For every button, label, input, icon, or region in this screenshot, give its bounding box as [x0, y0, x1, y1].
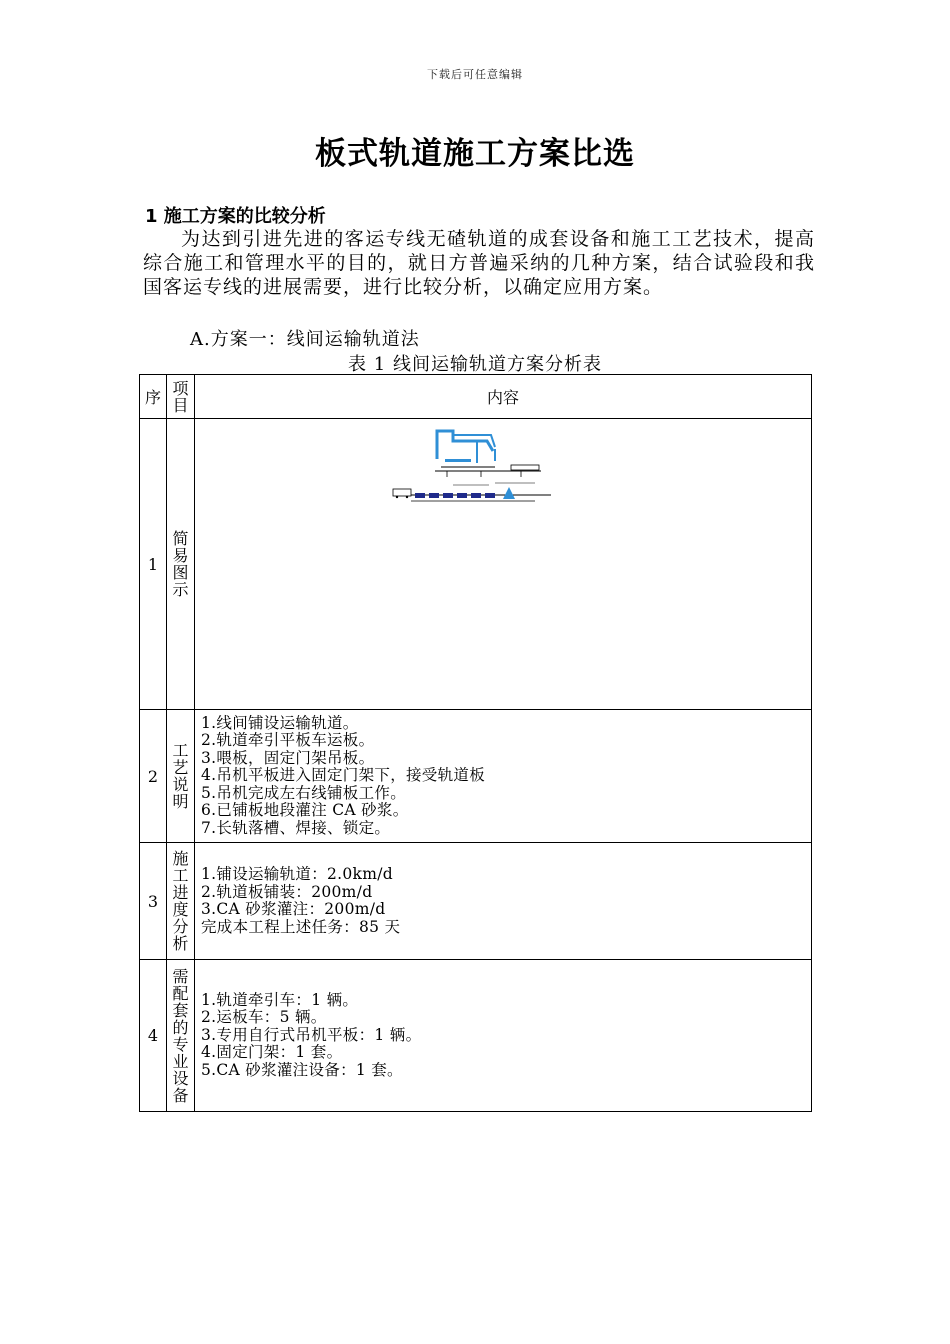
- content-line: 2.运板车：5 辆。: [201, 1008, 327, 1027]
- row-item: [167, 710, 195, 843]
- table-row: [140, 843, 812, 960]
- row-seq: 2: [140, 710, 167, 843]
- item-char: 的: [172, 1017, 189, 1037]
- content-line: 3.CA 砂浆灌注：200m/d: [201, 900, 386, 918]
- gantry-crane: [437, 431, 495, 463]
- item-char: 需: [172, 966, 189, 986]
- item-char: 明: [172, 792, 189, 811]
- construction-diagram: [391, 425, 561, 515]
- flatcar: [415, 493, 425, 498]
- table-caption: 表 1 线间运输轨道方案分析表: [348, 354, 602, 375]
- content-line: 3.喂板，固定门架吊板。: [201, 748, 375, 767]
- item-char: 业: [172, 1051, 189, 1071]
- rail-block: [511, 465, 539, 470]
- tractor-vehicle: [393, 489, 411, 496]
- item-char: 备: [172, 1085, 189, 1105]
- content-line: 3.专用自行式吊机平板：1 辆。: [201, 1025, 422, 1044]
- item-char: 图: [172, 563, 189, 582]
- section-heading: 1 施工方案的比较分析: [145, 206, 326, 227]
- header-item: [167, 375, 195, 419]
- item-char: 目: [172, 395, 189, 415]
- item-char: 施: [172, 849, 189, 868]
- track-level-lower: [393, 483, 551, 501]
- flatcar: [429, 493, 439, 498]
- item-char: 设: [172, 1068, 189, 1088]
- row-seq: 1: [140, 419, 167, 710]
- item-char: 简: [172, 529, 189, 548]
- flatcar: [485, 493, 495, 498]
- row-seq: 4: [140, 960, 167, 1112]
- table-row: [140, 710, 812, 843]
- wheel: [406, 496, 408, 498]
- item-char: 专: [172, 1034, 189, 1054]
- scheme-label: A.方案一：线间运输轨道法: [190, 329, 420, 350]
- content-line: 4.固定门架：1 套。: [201, 1043, 343, 1062]
- analysis-table: [139, 374, 812, 1112]
- row-seq: 3: [140, 843, 167, 960]
- content-line: 1.铺设运输轨道：2.0km/d: [201, 865, 393, 883]
- content-line: 2.轨道板铺装：200m/d: [201, 882, 373, 901]
- content-line: 6.已铺板地段灌注 CA 砂浆。: [201, 801, 409, 820]
- row-item: [167, 843, 195, 960]
- item-char: 工: [172, 866, 189, 885]
- flatcar: [457, 493, 467, 498]
- pillar-row: [447, 471, 521, 477]
- track-level-upper: [435, 465, 541, 471]
- item-char: 分: [172, 917, 189, 936]
- item-char: 项: [172, 378, 189, 398]
- table-header-row: [140, 375, 812, 419]
- table-row: [140, 419, 812, 710]
- content-line: 2.轨道牵引平板车运板。: [201, 731, 375, 750]
- item-char: 套: [172, 1000, 189, 1020]
- item-char: 易: [172, 546, 189, 565]
- content-line: 1.轨道牵引车：1 辆。: [201, 990, 359, 1009]
- item-char: 说: [172, 775, 189, 794]
- item-char: 进: [172, 883, 189, 902]
- flatcar: [443, 493, 453, 498]
- row-item: [167, 960, 195, 1112]
- content-line: 7.长轨落槽、焊接、锁定。: [201, 818, 391, 837]
- item-char: 示: [172, 580, 189, 599]
- content-line: 1.线间铺设运输轨道。: [201, 713, 359, 732]
- content-line: 4.吊机平板进入固定门架下，接受轨道板: [201, 766, 485, 785]
- item-char: 工: [172, 741, 189, 760]
- row-content: [195, 843, 812, 960]
- row-content: [195, 960, 812, 1112]
- item-char: 配: [172, 983, 189, 1003]
- crane-platform: [503, 487, 515, 499]
- diagram-cell: [195, 419, 812, 710]
- header-content: 内容: [195, 375, 812, 419]
- item-char: 度: [172, 900, 189, 919]
- content-line: 5.CA 砂浆灌注设备：1 套。: [201, 1060, 403, 1079]
- header-note: 下载后可任意编辑: [427, 68, 523, 81]
- header-seq: 序: [140, 375, 167, 419]
- table-row: [140, 960, 812, 1112]
- intro-paragraph: 为达到引进先进的客运专线无碴轨道的成套设备和施工工艺技术，提高综合施工和管理水平的目的，就日方普遍采纳的几种方案，结合试验段和我国客运专线的进展需要，进行比较分析，以确定应用方案。: [143, 228, 815, 298]
- slab-load: [445, 459, 471, 462]
- content-line: 5.吊机完成左右线铺板工作。: [201, 783, 406, 802]
- flatcar: [471, 493, 481, 498]
- row-item: [167, 419, 195, 710]
- content-line: 完成本工程上述任务：85 天: [201, 917, 401, 936]
- document-title: 板式轨道施工方案比选: [315, 136, 635, 172]
- wheel: [396, 496, 398, 498]
- row-content: [195, 710, 812, 843]
- item-char: 艺: [172, 758, 189, 777]
- item-char: 析: [172, 934, 189, 953]
